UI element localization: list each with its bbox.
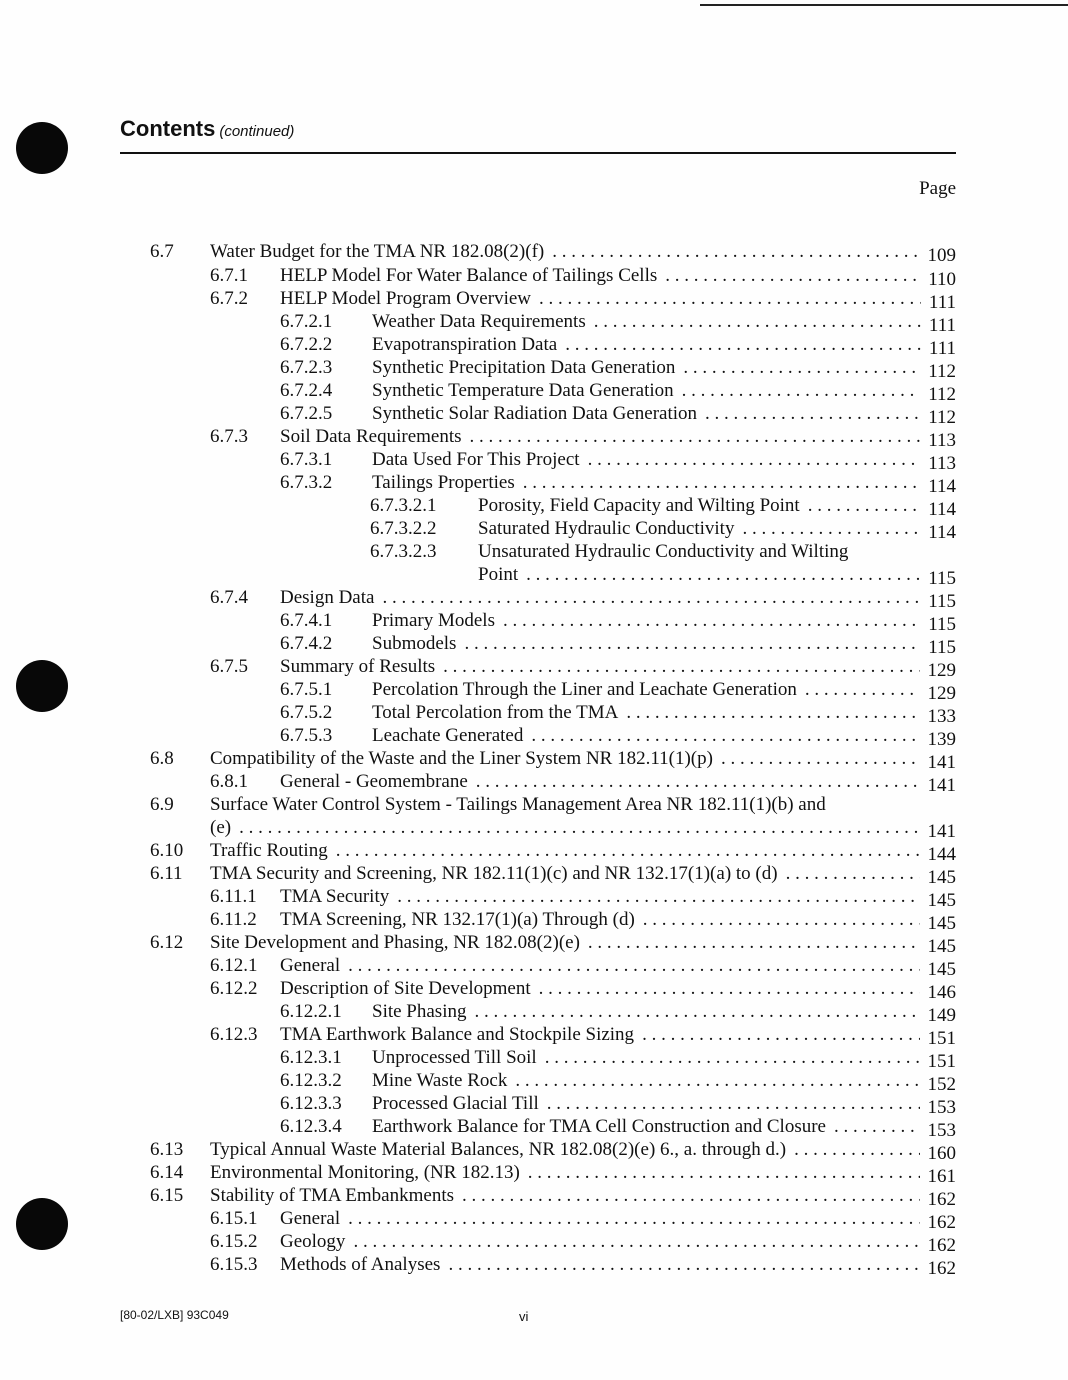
toc-entry-number: 6.7.2.3: [280, 357, 333, 378]
toc-entry-title: Unsaturated Hydraulic Conductivity and Wilting: [478, 541, 849, 562]
contents-heading: Contents: [120, 116, 216, 141]
toc-entry-title: Water Budget for the TMA NR 182.08(2)(f): [210, 241, 545, 262]
toc-entry-number: 6.11.2: [210, 909, 257, 930]
toc-entry-number: 6.13: [150, 1139, 184, 1160]
toc-entry-page: 162: [927, 1235, 956, 1256]
toc-entry-title: Summary of Results: [280, 656, 436, 677]
toc-entry-page: 129: [927, 660, 956, 681]
toc-entry-page: 113: [928, 453, 956, 474]
toc-entry-title: Site Phasing: [372, 1001, 467, 1022]
toc-entry: [280, 1069, 956, 1093]
toc-entry: [150, 747, 956, 771]
toc-entry-number: 6.7.5.1: [280, 679, 333, 700]
toc-entry: [150, 816, 956, 840]
toc-entry: [280, 471, 956, 495]
toc-entry-number: 6.7.2.1: [280, 311, 333, 332]
dot-leader: [594, 310, 921, 334]
dot-leader: [642, 1023, 919, 1047]
toc-entry-title: Saturated Hydraulic Conductivity: [478, 518, 735, 539]
toc-entry-title: Unprocessed Till Soil: [372, 1047, 537, 1068]
toc-entry-number: 6.8: [150, 748, 174, 769]
toc-entry: [210, 977, 956, 1001]
toc-entry: [210, 1023, 956, 1047]
toc-entry-page: 112: [928, 407, 956, 428]
toc-entry-page: 162: [927, 1212, 956, 1233]
toc-entry: [150, 793, 956, 817]
toc-entry: [210, 1207, 956, 1231]
toc-entry-page: 114: [928, 499, 956, 520]
toc-entry-title: Point: [478, 564, 519, 585]
dot-leader: [382, 586, 920, 610]
toc-entry: [210, 885, 956, 909]
toc-entry-page: 162: [927, 1189, 956, 1210]
dot-leader: [348, 954, 919, 978]
toc-entry-number: 6.12.1: [210, 955, 258, 976]
top-edge-rule: [700, 4, 1068, 6]
toc-entry-number: 6.12.3.1: [280, 1047, 342, 1068]
dot-leader: [474, 1000, 919, 1024]
toc-entry-title: Submodels: [372, 633, 457, 654]
dot-leader: [239, 816, 919, 840]
toc-entry-number: 6.7.5.3: [280, 725, 333, 746]
dot-leader: [523, 471, 920, 495]
toc-entry-title: HELP Model For Water Balance of Tailings Cells: [280, 265, 658, 286]
toc-entry-title: Soil Data Requirements: [280, 426, 462, 447]
dot-leader: [397, 885, 919, 909]
toc-entry: [210, 655, 956, 679]
toc-entry-page: 113: [928, 430, 956, 451]
toc-entry-page: 139: [927, 729, 956, 750]
toc-entry: [280, 1000, 956, 1024]
toc-entry: [280, 448, 956, 472]
toc-entry-page: 152: [927, 1074, 956, 1095]
toc-entry-page: 115: [928, 637, 956, 658]
dot-leader: [626, 701, 919, 725]
dot-leader: [705, 402, 920, 426]
toc-entry: [370, 540, 956, 564]
dot-leader: [682, 379, 921, 403]
toc-entry-number: 6.15.3: [210, 1254, 258, 1275]
dot-leader: [588, 931, 920, 955]
punch-hole-middle: [16, 660, 68, 712]
dot-leader: [808, 494, 921, 518]
dot-leader: [545, 1046, 920, 1070]
toc-entry-number: 6.11.1: [210, 886, 257, 907]
toc-entry-number: 6.7: [150, 241, 174, 262]
toc-entry-title: TMA Security and Screening, NR 182.11(1)(c) and NR 132.17(1)(a) to (d): [210, 863, 778, 884]
page-title: [120, 116, 294, 142]
toc-entry-title: Data Used For This Project: [372, 449, 580, 470]
dot-leader: [643, 908, 920, 932]
dot-leader: [552, 240, 919, 264]
continued-label: (continued): [219, 123, 295, 140]
toc-entry-number: 6.12.3: [210, 1024, 258, 1045]
toc-entry: [150, 1161, 956, 1185]
dot-leader: [336, 839, 920, 863]
toc-entry-page: 153: [927, 1097, 956, 1118]
toc-entry-number: 6.7.3: [210, 426, 248, 447]
toc-entry: [280, 1046, 956, 1070]
toc-entry-title: HELP Model Program Overview: [280, 288, 531, 309]
toc-entry-title: Surface Water Control System - Tailings Management Area NR 182.11(1)(b) and: [210, 794, 826, 815]
dot-leader: [565, 333, 921, 357]
toc-entry: [370, 517, 956, 541]
toc-entry-page: 144: [927, 844, 956, 865]
toc-entry-page: 111: [928, 315, 956, 336]
toc-entry-number: 6.11: [150, 863, 183, 884]
toc-entry-title: Primary Models: [372, 610, 495, 631]
toc-entry: [280, 678, 956, 702]
dot-leader: [794, 1138, 919, 1162]
dot-leader: [464, 632, 920, 656]
toc-entry-title: Site Development and Phasing, NR 182.08(2)(e): [210, 932, 580, 953]
toc-entry-title: (e): [210, 817, 232, 838]
dot-leader: [515, 1069, 919, 1093]
toc-entry: [150, 862, 956, 886]
toc-entry-page: 160: [927, 1143, 956, 1164]
toc-entry-number: 6.7.2: [210, 288, 248, 309]
toc-entry: [280, 701, 956, 725]
toc-entry-number: 6.10: [150, 840, 184, 861]
toc-entry: [210, 954, 956, 978]
toc-entry-number: 6.12.2: [210, 978, 258, 999]
toc-entry-title: TMA Security: [280, 886, 390, 907]
toc-entry-page: 145: [927, 867, 956, 888]
toc-entry-title: Stability of TMA Embankments: [210, 1185, 455, 1206]
dot-leader: [547, 1092, 920, 1116]
toc-entry: [150, 839, 956, 863]
toc-entry-number: 6.7.2.4: [280, 380, 333, 401]
toc-entry-title: TMA Screening, NR 132.17(1)(a) Through (d): [280, 909, 635, 930]
toc-entry-page: 114: [928, 522, 956, 543]
page-column-label: Page: [919, 178, 956, 199]
toc-entry-number: 6.7.4.1: [280, 610, 333, 631]
dot-leader: [476, 770, 920, 794]
toc-entry-title: Evapotranspiration Data: [372, 334, 558, 355]
dot-leader: [683, 356, 920, 380]
toc-entry-number: 6.15: [150, 1185, 184, 1206]
toc-entry-number: 6.7.3.1: [280, 449, 333, 470]
punch-hole-top: [16, 122, 68, 174]
toc-entry-title: Environmental Monitoring, (NR 182.13): [210, 1162, 520, 1183]
dot-leader: [528, 1161, 920, 1185]
dot-leader: [665, 264, 920, 288]
toc-entry-number: 6.12.3.2: [280, 1070, 342, 1091]
dot-leader: [443, 655, 919, 679]
toc-entry-title: Processed Glacial Till: [372, 1093, 539, 1114]
toc-entry-title: Total Percolation from the TMA: [372, 702, 619, 723]
toc-entry: [210, 1253, 956, 1277]
toc-entry-title: Earthwork Balance for TMA Cell Construction and Closure: [372, 1116, 826, 1137]
toc-entry-page: 111: [928, 338, 956, 359]
toc-entry-number: 6.7.5.2: [280, 702, 333, 723]
toc-entry-page: 151: [927, 1028, 956, 1049]
toc-entry-title: Description of Site Development: [280, 978, 531, 999]
toc-entry: [210, 586, 956, 610]
toc-entry-title: Synthetic Precipitation Data Generation: [372, 357, 676, 378]
punch-hole-bottom: [16, 1198, 68, 1250]
dot-leader: [462, 1184, 919, 1208]
toc-entry-number: 6.7.3.2.1: [370, 495, 437, 516]
toc-entry-title: Synthetic Solar Radiation Data Generation: [372, 403, 698, 424]
toc-entry-number: 6.7.2.5: [280, 403, 333, 424]
toc-entry-title: Traffic Routing: [210, 840, 328, 861]
toc-entry-title: Percolation Through the Liner and Leachate Generation: [372, 679, 797, 700]
dot-leader: [742, 517, 920, 541]
toc-entry-page: 153: [927, 1120, 956, 1141]
toc-entry-page: 114: [928, 476, 956, 497]
toc-entry-number: 6.14: [150, 1162, 184, 1183]
dot-leader: [353, 1230, 919, 1254]
toc-entry: [280, 1115, 956, 1139]
toc-entry-number: 6.12: [150, 932, 184, 953]
toc-entry-page: 145: [927, 959, 956, 980]
toc-entry: [210, 425, 956, 449]
toc-entry: [370, 494, 956, 518]
toc-entry-number: 6.7.3.2.3: [370, 541, 437, 562]
dot-leader: [721, 747, 920, 771]
toc-entry-page: 112: [928, 361, 956, 382]
toc-entry-title: Geology: [280, 1231, 346, 1252]
toc-entry-page: 141: [927, 821, 956, 842]
toc-entry-page: 162: [927, 1258, 956, 1279]
toc-entry-number: 6.7.4.2: [280, 633, 333, 654]
toc-entry-page: 109: [927, 245, 956, 266]
toc-entry: [280, 1092, 956, 1116]
dot-leader: [503, 609, 920, 633]
toc-entry-page: 145: [927, 936, 956, 957]
toc-entry-number: 6.7.2.2: [280, 334, 333, 355]
toc-entry-page: 115: [928, 591, 956, 612]
toc-entry: [280, 609, 956, 633]
toc-entry-title: Porosity, Field Capacity and Wilting Point: [478, 495, 800, 516]
toc-entry: [210, 287, 956, 311]
toc-entry-title: TMA Earthwork Balance and Stockpile Sizing: [280, 1024, 635, 1045]
dot-leader: [786, 862, 920, 886]
toc-entry-title: Leachate Generated: [372, 725, 524, 746]
toc-entry: [280, 632, 956, 656]
toc-entry-title: Weather Data Requirements: [372, 311, 586, 332]
toc-entry: [210, 770, 956, 794]
toc-entry-page: 115: [928, 568, 956, 589]
toc-entry-number: 6.15.1: [210, 1208, 258, 1229]
toc-entry-page: 149: [927, 1005, 956, 1026]
toc-entry-title: Design Data: [280, 587, 375, 608]
dot-leader: [834, 1115, 920, 1139]
toc-entry-page: 145: [927, 890, 956, 911]
toc-entry-number: 6.7.3.2: [280, 472, 333, 493]
document-code: [80-02/LXB] 93C049: [120, 1308, 229, 1322]
dot-leader: [348, 1207, 919, 1231]
toc-entry-page: 110: [928, 269, 956, 290]
toc-entry-title: Compatibility of the Waste and the Liner System NR 182.11(1)(p): [210, 748, 713, 769]
toc-entry-number: 6.7.4: [210, 587, 248, 608]
dot-leader: [526, 563, 920, 587]
toc-entry-page: 145: [927, 913, 956, 934]
toc-entry: [150, 931, 956, 955]
toc-entry-title: Tailings Properties: [372, 472, 515, 493]
dot-leader: [448, 1253, 919, 1277]
toc-entry-page: 146: [927, 982, 956, 1003]
toc-entry: [280, 402, 956, 426]
toc-entry-page: 112: [928, 384, 956, 405]
toc-entry-number: 6.7.1: [210, 265, 248, 286]
toc-entry: [370, 563, 956, 587]
dot-leader: [531, 724, 919, 748]
dot-leader: [805, 678, 920, 702]
toc-entry-number: 6.12.2.1: [280, 1001, 342, 1022]
page-number: vi: [519, 1309, 529, 1324]
dot-leader: [588, 448, 921, 472]
toc-entry-number: 6.15.2: [210, 1231, 258, 1252]
toc-entry-page: 161: [927, 1166, 956, 1187]
toc-entry: [150, 1138, 956, 1162]
toc-entry-number: 6.7.3.2.2: [370, 518, 437, 539]
toc-entry: [280, 333, 956, 357]
toc-entry-page: 141: [927, 752, 956, 773]
toc-entry-number: 6.9: [150, 794, 174, 815]
toc-entry: [150, 1184, 956, 1208]
toc-entry-number: 6.8.1: [210, 771, 248, 792]
toc-entry-page: 151: [927, 1051, 956, 1072]
toc-entry-title: Synthetic Temperature Data Generation: [372, 380, 674, 401]
toc-entry-number: 6.12.3.3: [280, 1093, 342, 1114]
header-rule: [120, 152, 956, 154]
dot-leader: [539, 287, 921, 311]
toc-entry: [280, 310, 956, 334]
toc-entry: [210, 908, 956, 932]
toc-entry-title: Methods of Analyses: [280, 1254, 441, 1275]
toc-entry: [280, 379, 956, 403]
toc-entry-title: Mine Waste Rock: [372, 1070, 508, 1091]
toc-entry-title: Typical Annual Waste Material Balances, NR 182.08(2)(e) 6., a. through d.): [210, 1139, 787, 1160]
toc-entry: [280, 724, 956, 748]
toc-entry-title: General: [280, 955, 341, 976]
toc-entry-page: 133: [927, 706, 956, 727]
dot-leader: [470, 425, 921, 449]
toc-entry: [210, 264, 956, 288]
toc-entry-title: General - Geomembrane: [280, 771, 468, 792]
toc-entry: [210, 1230, 956, 1254]
toc-entry-page: 129: [927, 683, 956, 704]
toc-entry: [280, 356, 956, 380]
toc-entry-title: General: [280, 1208, 341, 1229]
toc-entry-page: 115: [928, 614, 956, 635]
toc-entry-page: 111: [928, 292, 956, 313]
toc-entry-page: 141: [927, 775, 956, 796]
toc-entry: [150, 240, 956, 264]
toc-entry-number: 6.7.5: [210, 656, 248, 677]
dot-leader: [539, 977, 920, 1001]
toc-entry-number: 6.12.3.4: [280, 1116, 342, 1137]
